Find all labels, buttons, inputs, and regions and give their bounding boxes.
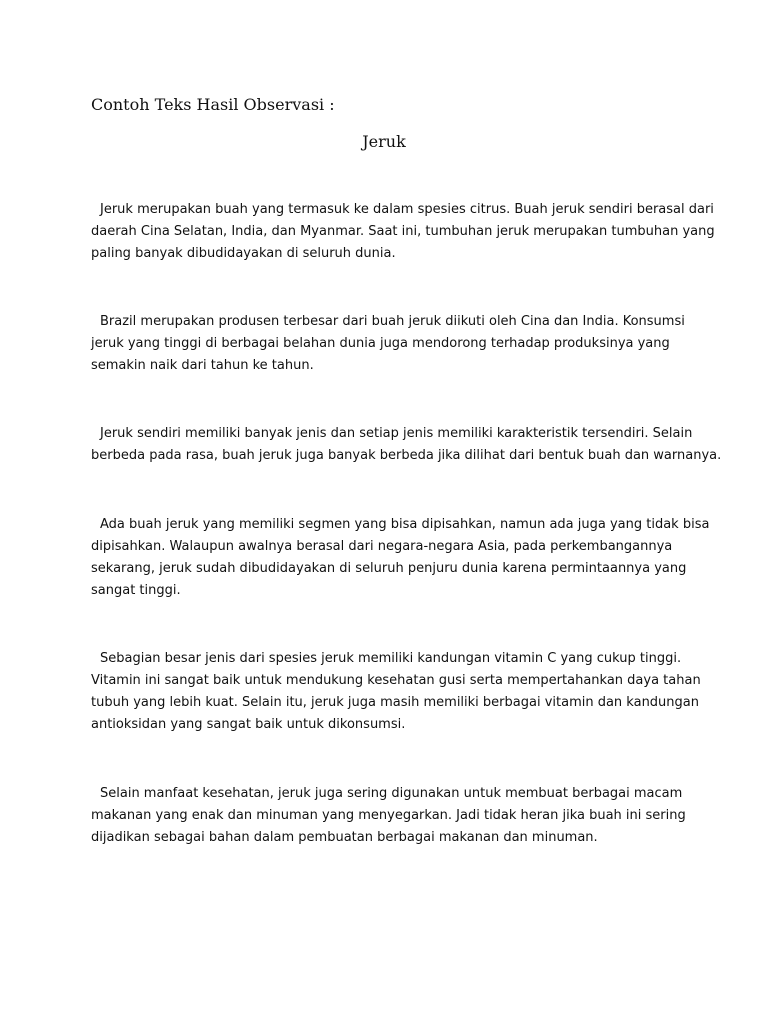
paragraph-line: sekarang, jeruk sudah dibudidayakan di seluruh penjuru dunia karena permintaannya yang: [91, 561, 687, 576]
paragraph-line: berbeda pada rasa, buah jeruk juga banyak berbeda jika dilihat dari bentuk buah dan warnanya.: [91, 448, 722, 463]
paragraph-line: Sebagian besar jenis dari spesies jeruk memiliki kandungan vitamin C yang cukup tinggi.: [100, 651, 682, 666]
paragraph-line: dijadikan sebagai bahan dalam pembuatan berbagai makanan dan minuman.: [91, 830, 598, 845]
paragraph-1: [91, 199, 715, 265]
paragraph-line: Jeruk merupakan buah yang termasuk ke dalam spesies citrus. Buah jeruk sendiri berasal dari: [100, 202, 714, 217]
paragraph-2: [91, 311, 691, 377]
document-heading: Contoh Teks Hasil Observasi :: [91, 95, 335, 114]
paragraph-line: makanan yang enak dan minuman yang menyegarkan. Jadi tidak heran jika buah ini sering: [91, 808, 686, 823]
paragraph-line: dipisahkan. Walaupun awalnya berasal dari negara-negara Asia, pada perkembangannya: [91, 539, 673, 554]
paragraph-6: [91, 783, 691, 849]
paragraph-line: paling banyak dibudidayakan di seluruh dunia.: [91, 246, 396, 261]
paragraph-line: antioksidan yang sangat baik untuk dikonsumsi.: [91, 717, 406, 732]
document-title: Jeruk: [362, 132, 406, 151]
paragraph-line: Ada buah jeruk yang memiliki segmen yang bisa dipisahkan, namun ada juga yang tidak bisa: [100, 517, 710, 532]
paragraph-line: jeruk yang tinggi di berbagai belahan dunia juga mendorong terhadap produksinya yang: [91, 336, 670, 351]
paragraph-line: Brazil merupakan produsen terbesar dari buah jeruk diikuti oleh Cina dan India. Konsumsi: [100, 314, 685, 329]
paragraph-line: Selain manfaat kesehatan, jeruk juga sering digunakan untuk membuat berbagai macam: [100, 786, 683, 801]
paragraph-5: [91, 648, 701, 736]
paragraph-line: tubuh yang lebih kuat. Selain itu, jeruk juga masih memiliki berbagai vitamin dan kandungan: [91, 695, 699, 710]
paragraph-line: daerah Cina Selatan, India, dan Myanmar. Saat ini, tumbuhan jeruk merupakan tumbuhan yang: [91, 224, 715, 239]
paragraph-4: [91, 514, 710, 602]
paragraph-line: semakin naik dari tahun ke tahun.: [91, 358, 314, 373]
paragraph-line: sangat tinggi.: [91, 583, 181, 598]
paragraph-3: [91, 423, 722, 467]
paragraph-line: Vitamin ini sangat baik untuk mendukung kesehatan gusi serta mempertahankan daya tahan: [91, 673, 701, 688]
paragraph-line: Jeruk sendiri memiliki banyak jenis dan setiap jenis memiliki karakteristik tersendiri. Selain: [100, 426, 693, 441]
